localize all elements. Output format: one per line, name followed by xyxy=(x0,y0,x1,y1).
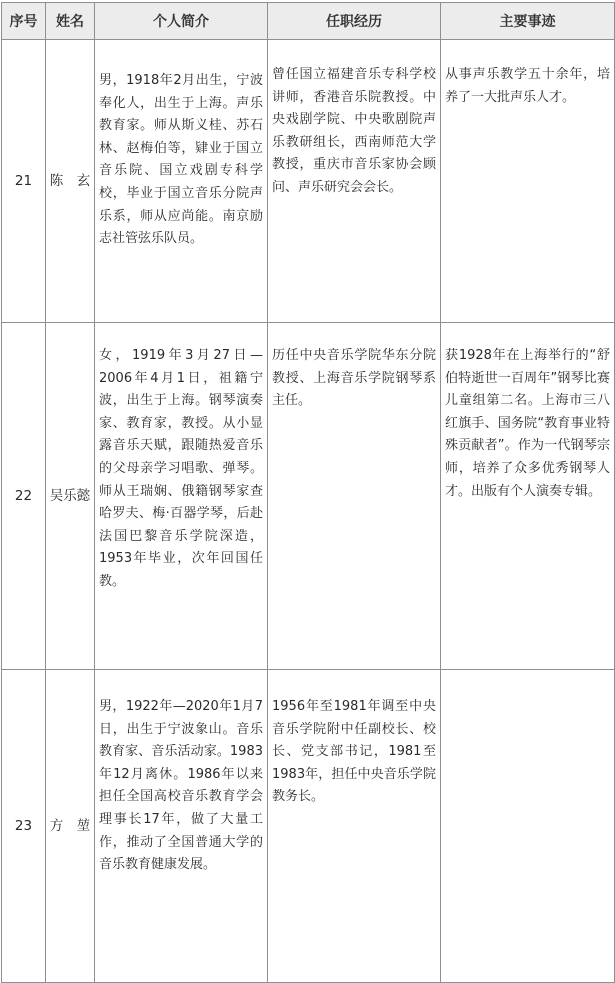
row-num: 23 xyxy=(2,670,46,983)
row-deeds xyxy=(441,670,615,983)
table-row xyxy=(2,323,615,670)
row-career: 1956年至1981年调至中央音乐学院附中任副校长、校长、党支部书记，1981至1983年，担任中央音乐学院教务长。 xyxy=(268,670,441,983)
row-num: 21 xyxy=(2,40,46,323)
header-num: 序号 xyxy=(2,3,46,40)
row-name: 吴乐懿 xyxy=(46,323,95,670)
row-career: 历任中央音乐学院华东分院教授、上海音乐学院钢琴系主任。 xyxy=(268,323,441,670)
row-num: 22 xyxy=(2,323,46,670)
row-deeds: 从事声乐教学五十余年，培养了一大批声乐人才。 xyxy=(441,40,615,323)
table-header-row xyxy=(2,3,615,40)
row-career: 曾任国立福建音乐专科学校讲师，香港音乐院教授。中央戏剧学院、中央歌剧院声乐教研组长，西南师范大学教授，重庆市音乐家协会顾问、声乐研究会会长。 xyxy=(268,40,441,323)
header-bio: 个人简介 xyxy=(95,3,268,40)
header-career: 任职经历 xyxy=(268,3,441,40)
row-bio: 男，1918年2月出生，宁波奉化人，出生于上海。声乐教育家。师从斯义桂、苏石林、赵梅伯等，肄业于国立音乐院、国立戏剧专科学校，毕业于国立音乐分院声乐系，师从应尚能。南京励志社管弦乐队员。 xyxy=(95,40,268,323)
row-deeds: 获1928年在上海举行的“舒伯特逝世一百周年”钢琴比赛儿童组第二名。上海市三八红旗手、国务院“教育事业特殊贡献者”。作为一代钢琴宗师，培养了众多优秀钢琴人才。出版有个人演奏专辑。 xyxy=(441,323,615,670)
row-name: 方 堃 xyxy=(46,670,95,983)
table-row xyxy=(2,670,615,983)
row-bio: 女，1919年3月27日—2006年4月1日，祖籍宁波，出生于上海。钢琴演奏家、教育家，教授。从小显露音乐天赋，跟随热爱音乐的父母亲学习唱歌、弹琴。师从王瑞娴、俄籍钢琴家查哈罗夫、梅·百器学琴，后赴法国巴黎音乐学院深造，1953年毕业，次年回国任教。 xyxy=(95,323,268,670)
table-row xyxy=(2,40,615,323)
row-name: 陈 玄 xyxy=(46,40,95,323)
biography-table xyxy=(1,2,615,983)
header-name: 姓名 xyxy=(46,3,95,40)
row-bio: 男，1922年—2020年1月7日，出生于宁波象山。音乐教育家、音乐活动家。1983年12月离休。1986年以来担任全国高校音乐教育学会理事长17年，做了大量工作，推动了全国普通大学的音乐教育健康发展。 xyxy=(95,670,268,983)
header-deeds: 主要事迹 xyxy=(441,3,615,40)
